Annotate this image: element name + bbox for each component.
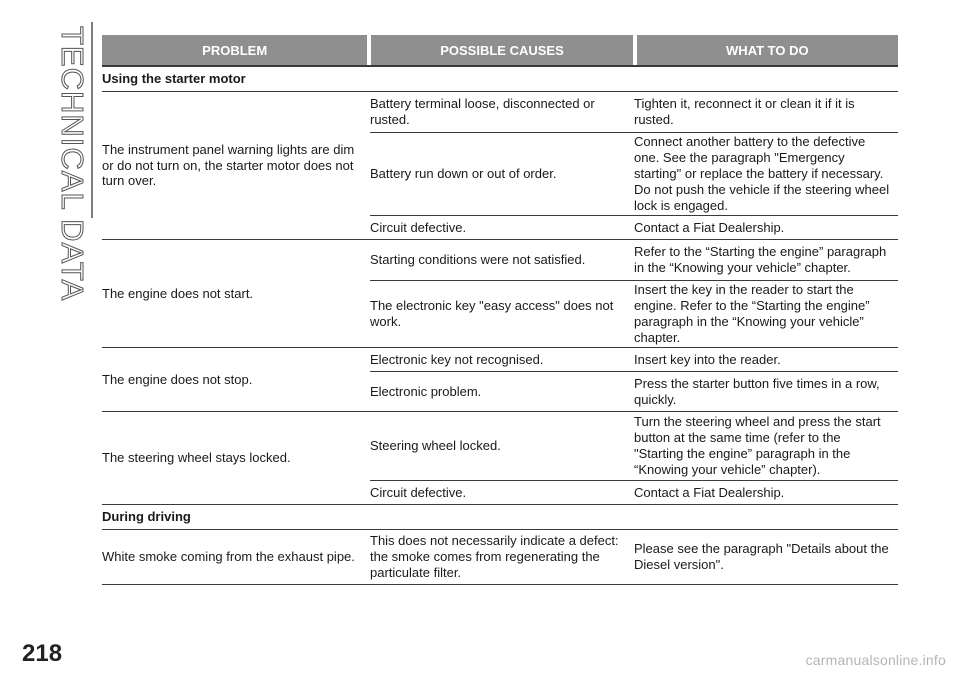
cause-cell: This does not necessarily indicate a defect: the smoke comes from regenerating the particulate filter. — [370, 533, 619, 580]
problem-group — [102, 92, 898, 240]
cause-cell: Steering wheel locked. — [370, 438, 501, 454]
table-row — [370, 92, 898, 132]
table-row — [370, 280, 898, 347]
action-cell: Refer to the “Starting the engine” paragraph in the “Knowing your vehicle” chapter. — [634, 244, 887, 275]
cause-cell: Battery terminal loose, disconnected or rusted. — [370, 96, 595, 127]
cause-cell: Battery run down or out of order. — [370, 166, 557, 182]
cause-cell: Electronic problem. — [370, 383, 482, 399]
cause-cell: Electronic key not recognised. — [370, 351, 544, 367]
cause-cell: The electronic key "easy access" does not work. — [370, 298, 614, 329]
table-row — [370, 348, 898, 371]
problem-group — [102, 530, 898, 585]
action-cell: Insert the key in the reader to start the engine. Refer to the “Starting the engine” paragraph in the “Knowing your vehicle” chapter. — [634, 282, 870, 345]
action-cell: Turn the steering wheel and press the start button at the same time (refer to the "Starting the engine” paragraph in the “Knowing your vehicle” chapter). — [634, 414, 881, 477]
table-row — [370, 132, 898, 215]
header-possible-causes: POSSIBLE CAUSES — [371, 35, 632, 65]
action-cell: Insert key into the reader. — [634, 351, 781, 367]
cause-cell: Starting conditions were not satisfied. — [370, 252, 586, 268]
problem-group — [102, 412, 898, 505]
problem-cell: The steering wheel stays locked. — [102, 450, 291, 466]
table-row — [370, 240, 898, 280]
table-row — [370, 371, 898, 411]
action-cell: Please see the paragraph "Details about the Diesel version". — [634, 541, 889, 572]
problem-cell: White smoke coming from the exhaust pipe. — [102, 549, 355, 565]
action-cell: Contact a Fiat Dealership. — [634, 219, 785, 235]
cause-cell: Circuit defective. — [370, 484, 467, 500]
action-cell: Contact a Fiat Dealership. — [634, 484, 785, 500]
table-row — [370, 480, 898, 504]
page-number: 218 — [22, 640, 63, 667]
table-row — [370, 412, 898, 480]
table-row — [370, 530, 898, 584]
problem-group — [102, 240, 898, 348]
problem-cell: The engine does not start. — [102, 285, 254, 301]
table-row — [370, 215, 898, 239]
problem-cell: The instrument panel warning lights are dim or do not turn on, the starter motor does not turn over. — [102, 141, 355, 189]
header-problem: PROBLEM — [102, 35, 367, 65]
section-title-driving: During driving — [102, 505, 898, 530]
table-header — [102, 35, 898, 67]
action-cell: Tighten it, reconnect it or clean it if it is rusted. — [634, 96, 855, 127]
action-cell: Press the starter button five times in a row, quickly. — [634, 375, 880, 407]
header-what-to-do: WHAT TO DO — [637, 35, 898, 65]
troubleshooting-table — [102, 35, 898, 585]
problem-cell: The engine does not stop. — [102, 371, 253, 387]
cause-cell: Circuit defective. — [370, 219, 467, 235]
section-title-starter: Using the starter motor — [102, 67, 898, 92]
action-cell: Connect another battery to the defective one. See the paragraph "Emergency starting" or replace the battery if necessary. Do not push the vehicle if the steering wheel lock is engaged. — [634, 134, 890, 213]
watermark: carmanualsonline.info — [805, 652, 946, 668]
problem-group — [102, 348, 898, 412]
side-divider — [91, 22, 93, 218]
section-side-title: TECHNICAL DATA — [55, 26, 90, 302]
